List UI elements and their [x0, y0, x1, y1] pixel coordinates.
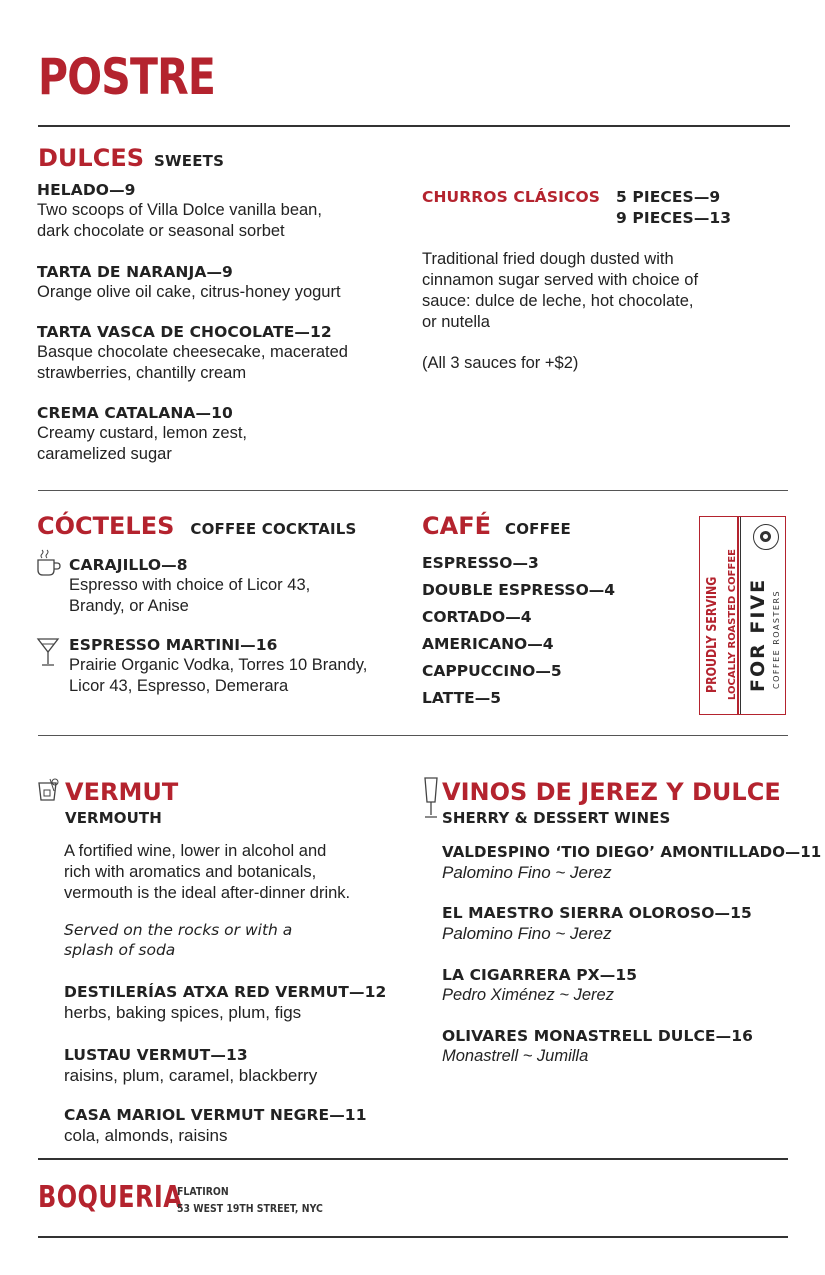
item-desc: cola, almonds, raisins: [64, 1126, 228, 1145]
churros-desc: sauce: dulce de leche, hot chocolate,: [422, 292, 694, 310]
vermut-subtitle: VERMOUTH: [65, 809, 162, 827]
dulces-heading: [38, 146, 224, 170]
menu-item: [442, 903, 782, 944]
cocteles-heading: [37, 514, 357, 538]
dulces-subtitle: SWEETS: [154, 152, 225, 170]
brand-logo: BOQUERIA: [38, 1180, 183, 1215]
churros-note: (All 3 sauces for +$2): [422, 354, 579, 372]
item-desc: Creamy custard, lemon zest,: [37, 424, 247, 442]
churros-desc: or nutella: [422, 313, 490, 331]
churros-price-5: 5 PIECES—9: [616, 188, 721, 206]
badge-line1: PROUDLY SERVING: [705, 576, 720, 693]
vermut-serve-note: [64, 920, 404, 960]
cafe-subtitle: COFFEE: [504, 520, 571, 538]
intro-text: A fortified wine, lower in alcohol and: [64, 842, 327, 860]
item-name: CREMA CATALANA—10: [37, 404, 233, 422]
footer-location: FLATIRON: [177, 1185, 229, 1198]
divider: [38, 125, 790, 127]
menu-item: [64, 1105, 404, 1146]
cocteles-title: CÓCTELES: [37, 512, 175, 540]
item-desc: strawberries, chantilly cream: [37, 364, 247, 382]
item-desc: Espresso with choice of Licor 43,: [69, 576, 311, 594]
menu-item: [69, 555, 409, 617]
item-desc: Palomino Fino ~ Jerez: [442, 863, 612, 882]
badge-brand: FOR FIVE: [747, 577, 769, 692]
coffee-item: ESPRESSO—3: [422, 554, 539, 572]
item-name: CASA MARIOL VERMUT NEGRE—11: [64, 1106, 367, 1124]
vermut-intro: [64, 841, 404, 904]
menu-item: [442, 1026, 782, 1067]
martini-glass-icon: [36, 636, 60, 668]
intro-text: vermouth is the ideal after-dinner drink.: [64, 884, 351, 902]
menu-item: [37, 403, 407, 465]
badge-brand-sub: COFFEE ROASTERS: [772, 589, 781, 689]
item-desc: Palomino Fino ~ Jerez: [442, 924, 612, 943]
item-name: EL MAESTRO SIERRA OLOROSO—15: [442, 904, 752, 922]
serve-text: Served on the rocks or with a: [64, 921, 293, 939]
divider: [38, 1158, 788, 1160]
item-name: LA CIGARRERA PX—15: [442, 966, 638, 984]
menu-item: [64, 982, 404, 1023]
coffee-item: CAPPUCCINO—5: [422, 662, 562, 680]
menu-item: [442, 965, 782, 1006]
item-desc: Two scoops of Villa Dolce vanilla bean,: [37, 201, 322, 219]
coffee-list: [422, 550, 615, 712]
churros-item: [422, 187, 782, 374]
footer-address: [177, 1183, 323, 1217]
item-desc: Basque chocolate cheesecake, macerated: [37, 343, 348, 361]
coffee-item: CORTADO—4: [422, 608, 532, 626]
sherry-glass-icon: [422, 777, 440, 821]
jerez-subtitle: SHERRY & DESSERT WINES: [442, 809, 671, 827]
item-desc: caramelized sugar: [37, 445, 172, 463]
vermut-title: VERMUT: [65, 778, 179, 806]
menu-item: [442, 842, 822, 883]
vermouth-glass-icon: [36, 777, 62, 803]
item-desc: Prairie Organic Vodka, Torres 10 Brandy,: [69, 656, 368, 674]
churros-price-9: 9 PIECES—13: [616, 209, 732, 227]
roaster-badge: [699, 516, 786, 715]
coffee-item: LATTE—5: [422, 689, 502, 707]
item-desc: Licor 43, Espresso, Demerara: [69, 677, 289, 695]
page-title: POSTRE: [38, 48, 216, 106]
item-desc: herbs, baking spices, plum, figs: [64, 1003, 302, 1022]
item-desc: Brandy, or Anise: [69, 597, 189, 615]
item-desc: Monastrell ~ Jumilla: [442, 1047, 589, 1065]
footer-street: 53 WEST 19TH STREET, NYC: [177, 1202, 323, 1215]
menu-item: [37, 322, 417, 384]
roaster-logo-icon: [753, 524, 779, 550]
badge-line2: LOCALLY ROASTED COFFEE: [727, 549, 738, 700]
dulces-title: DULCES: [38, 144, 144, 172]
item-name: LUSTAU VERMUT—13: [64, 1046, 248, 1064]
item-name: HELADO—9: [37, 181, 136, 199]
churros-desc: Traditional fried dough dusted with: [422, 250, 674, 268]
item-name: CARAJILLO—8: [69, 556, 188, 574]
coffee-cup-icon: [36, 548, 64, 578]
menu-item: [37, 262, 407, 303]
jerez-title: VINOS DE JEREZ Y DULCE: [442, 778, 781, 806]
item-name: DESTILERÍAS ATXA RED VERMUT—12: [64, 983, 387, 1001]
item-name: TARTA VASCA DE CHOCOLATE—12: [37, 323, 332, 341]
item-name: VALDESPINO ‘TIO DIEGO’ AMONTILLADO—11: [442, 843, 822, 861]
item-name: TARTA DE NARANJA—9: [37, 263, 233, 281]
serve-text: splash of soda: [64, 941, 176, 959]
item-name: OLIVARES MONASTRELL DULCE—16: [442, 1027, 753, 1045]
coffee-item: DOUBLE ESPRESSO—4: [422, 581, 616, 599]
item-desc: raisins, plum, caramel, blackberry: [64, 1066, 318, 1085]
cocteles-subtitle: COFFEE COCKTAILS: [190, 520, 357, 538]
coffee-item: AMERICANO—4: [422, 635, 554, 653]
menu-item: [64, 1045, 404, 1086]
cafe-title: CAFÉ: [422, 512, 491, 540]
divider: [38, 1236, 788, 1238]
intro-text: rich with aromatics and botanicals,: [64, 863, 317, 881]
item-desc: dark chocolate or seasonal sorbet: [37, 222, 285, 240]
item-name: ESPRESSO MARTINI—16: [69, 636, 278, 654]
menu-item: [69, 635, 409, 697]
item-desc: Orange olive oil cake, citrus-honey yogurt: [37, 283, 341, 301]
churros-name: CHURROS CLÁSICOS: [422, 188, 601, 206]
churros-desc: cinnamon sugar served with choice of: [422, 271, 699, 289]
divider: [38, 735, 788, 736]
divider: [38, 490, 788, 491]
cafe-heading: [422, 514, 571, 538]
menu-item: [37, 180, 407, 242]
item-desc: Pedro Ximénez ~ Jerez: [442, 986, 614, 1004]
